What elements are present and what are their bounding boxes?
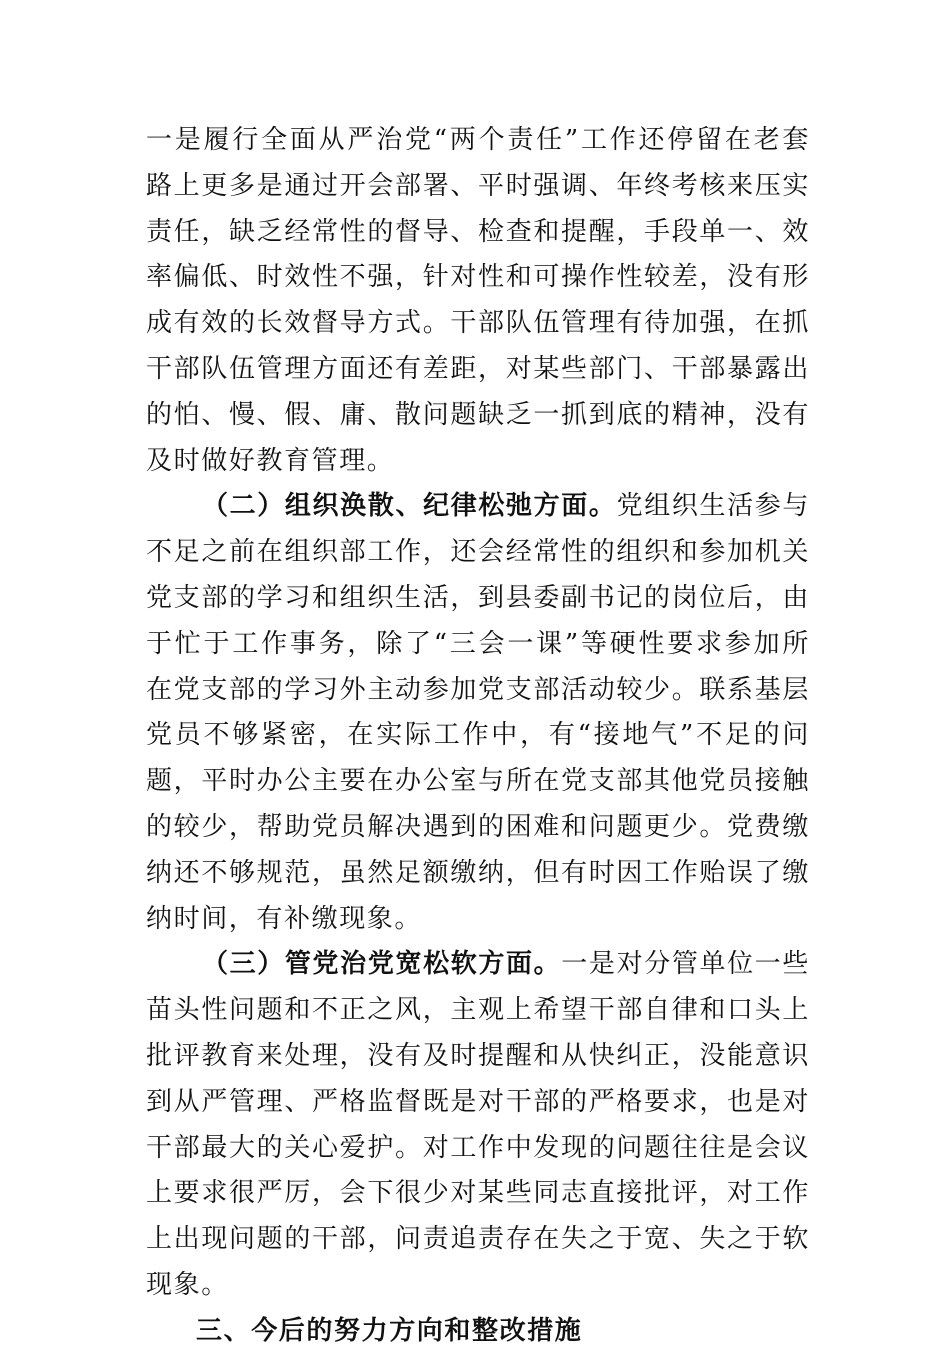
paragraph-organization bbox=[146, 484, 810, 942]
section-heading: 三、今后的努力方向和整改措施 bbox=[196, 1315, 583, 1346]
paragraph-heading-organization: （二）组织涣散、纪律松弛方面。 bbox=[202, 491, 617, 522]
document-body bbox=[146, 118, 810, 1355]
paragraph-body-governance: 一是对分管单位一些苗头性问题和不正之风，主观上希望干部自律和口头上批评教育来处理，没有及时提醒和从快纠正，没能意识到从严管理、严格监督既是对干部的严格要求，也是对干部最大的关心爱护。对工作中发现的问题往往是会议上要求很严厉，会下很少对某些同志直接批评，对工作上出现问题的干部，问责追责存在失之于宽、失之于软现象。 bbox=[146, 949, 810, 1300]
paragraph-governance bbox=[146, 942, 810, 1308]
paragraph-body-organization: 党组织生活参与不足之前在组织部工作，还会经常性的组织和参加机关党支部的学习和组织生活，到县委副书记的岗位后，由于忙于工作事务，除了“三会一课”等硬性要求参加所在党支部的学习外主动参加党支部活动较少。联系基层党员不够紧密，在实际工作中，有“接地气”不足的问题，平时办公主要在办公室与所在党支部其他党员接触的较少，帮助党员解决遇到的困难和问题更少。党费缴纳还不够规范，虽然足额缴纳，但有时因工作贻误了缴纳时间，有补缴现象。 bbox=[146, 491, 810, 934]
paragraph-heading-governance: （三）管党治党宽松软方面。 bbox=[202, 949, 562, 980]
paragraph-continuation: 一是履行全面从严治党“两个责任”工作还停留在老套路上更多是通过开会部署、平时强调、年终考核来压实责任，缺乏经常性的督导、检查和提醒，手段单一、效率偏低、时效性不强，针对性和可操作性较差，没有形成有效的长效督导方式。干部队伍管理有待加强，在抓干部队伍管理方面还有差距，对某些部门、干部暴露出的怕、慢、假、庸、散问题缺乏一抓到底的精神，没有及时做好教育管理。 bbox=[146, 125, 810, 476]
